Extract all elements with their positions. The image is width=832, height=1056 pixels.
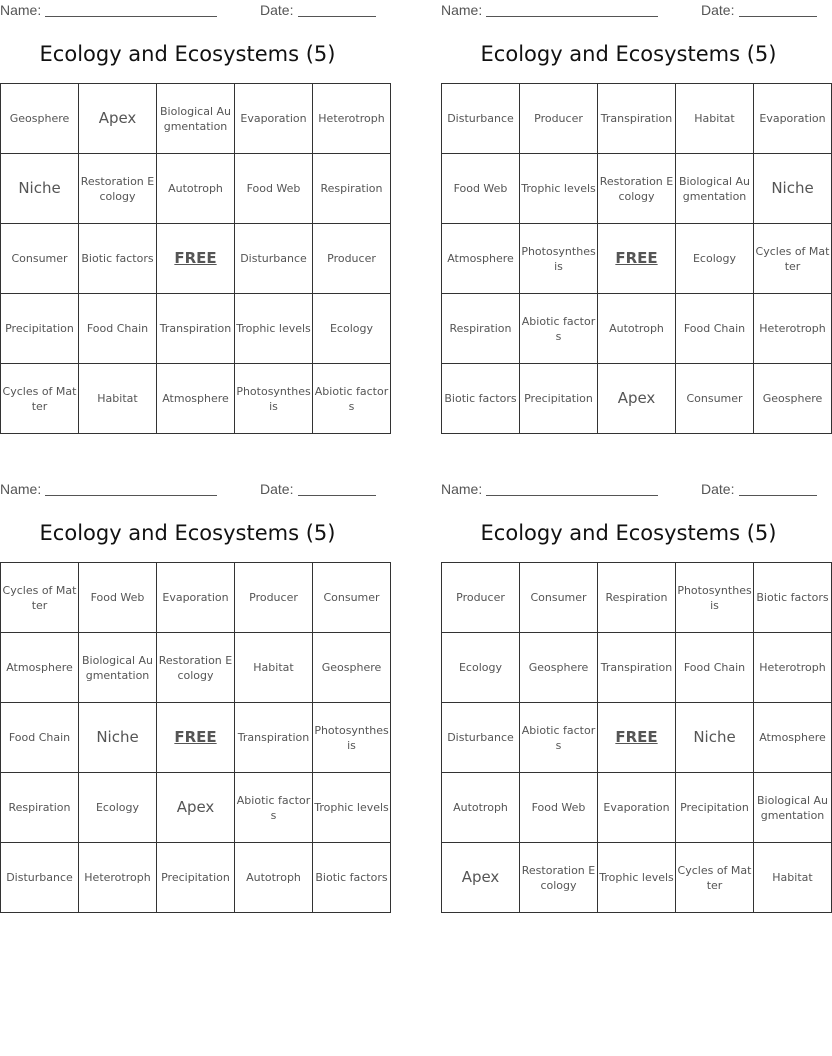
card-header	[441, 2, 816, 20]
bingo-cell: Niche	[1, 154, 79, 224]
grid-row	[1, 563, 391, 633]
bingo-cell: Food Web	[442, 154, 520, 224]
bingo-cell: Consumer	[520, 563, 598, 633]
bingo-cell: Atmosphere	[157, 364, 235, 434]
bingo-cell: Transpiration	[157, 294, 235, 364]
bingo-cell: Food Chain	[1, 703, 79, 773]
date-line	[739, 495, 817, 496]
grid-row	[442, 294, 832, 364]
date-line	[298, 495, 376, 496]
bingo-cell: Heterotroph	[313, 84, 391, 154]
date-label: Date:	[701, 2, 735, 18]
bingo-cell: Precipitation	[157, 843, 235, 913]
bingo-cell: Abiotic factors	[520, 294, 598, 364]
bingo-card	[0, 479, 389, 919]
bingo-cell: Food Chain	[676, 633, 754, 703]
bingo-cell: Biotic factors	[313, 843, 391, 913]
bingo-cell: Cycles of Matter	[754, 224, 832, 294]
bingo-cell: Abiotic factors	[235, 773, 313, 843]
bingo-cell: Abiotic factors	[313, 364, 391, 434]
bingo-cell: Trophic levels	[313, 773, 391, 843]
bingo-cell: Photosynthesis	[676, 563, 754, 633]
name-line	[45, 16, 217, 17]
bingo-cell: Ecology	[442, 633, 520, 703]
grid-row	[442, 633, 832, 703]
grid-row	[1, 364, 391, 434]
date-label: Date:	[701, 481, 735, 497]
bingo-cell: Precipitation	[520, 364, 598, 434]
free-space: FREE	[598, 224, 676, 294]
grid-row	[442, 84, 832, 154]
grid-row	[442, 773, 832, 843]
bingo-cell: Trophic levels	[520, 154, 598, 224]
name-label: Name:	[0, 481, 42, 497]
bingo-cell: Producer	[520, 84, 598, 154]
grid-row	[1, 703, 391, 773]
bingo-cell: Cycles of Matter	[676, 843, 754, 913]
bingo-cell: Restoration Ecology	[157, 633, 235, 703]
bingo-cell: Geosphere	[754, 364, 832, 434]
bingo-cell: Food Web	[520, 773, 598, 843]
name-line	[486, 495, 658, 496]
bingo-cell: Apex	[598, 364, 676, 434]
grid-row	[442, 703, 832, 773]
bingo-cell: Apex	[157, 773, 235, 843]
bingo-cell: Respiration	[313, 154, 391, 224]
name-label: Name:	[441, 2, 483, 18]
bingo-cell: Photosynthesis	[313, 703, 391, 773]
bingo-cell: Restoration Ecology	[598, 154, 676, 224]
bingo-cell: Photosynthesis	[520, 224, 598, 294]
bingo-cell: Evaporation	[754, 84, 832, 154]
bingo-cell: Respiration	[442, 294, 520, 364]
bingo-cell: Niche	[79, 703, 157, 773]
free-space: FREE	[598, 703, 676, 773]
bingo-cell: Geosphere	[520, 633, 598, 703]
date-line	[739, 16, 817, 17]
bingo-cell: Trophic levels	[235, 294, 313, 364]
free-space: FREE	[157, 224, 235, 294]
bingo-cell: Precipitation	[1, 294, 79, 364]
bingo-cell: Producer	[235, 563, 313, 633]
bingo-cell: Respiration	[598, 563, 676, 633]
bingo-cell: Autotroph	[157, 154, 235, 224]
bingo-cell: Ecology	[676, 224, 754, 294]
name-label: Name:	[441, 481, 483, 497]
bingo-cell: Biological Augmentation	[754, 773, 832, 843]
bingo-cell: Autotroph	[442, 773, 520, 843]
bingo-cell: Cycles of Matter	[1, 563, 79, 633]
grid-row	[442, 843, 832, 913]
bingo-cell: Atmosphere	[754, 703, 832, 773]
bingo-cell: Atmosphere	[1, 633, 79, 703]
card-title: Ecology and Ecosystems (5)	[480, 42, 777, 66]
bingo-cell: Autotroph	[235, 843, 313, 913]
name-line	[486, 16, 658, 17]
bingo-cell: Precipitation	[676, 773, 754, 843]
bingo-cell: Restoration Ecology	[79, 154, 157, 224]
bingo-cell: Consumer	[676, 364, 754, 434]
bingo-card	[441, 479, 829, 919]
bingo-cell: Food Chain	[676, 294, 754, 364]
bingo-cell: Respiration	[1, 773, 79, 843]
grid-row	[442, 224, 832, 294]
bingo-cell: Niche	[676, 703, 754, 773]
bingo-cell: Heterotroph	[754, 294, 832, 364]
grid-row	[442, 364, 832, 434]
bingo-cell: Atmosphere	[442, 224, 520, 294]
bingo-cell: Abiotic factors	[520, 703, 598, 773]
card-title: Ecology and Ecosystems (5)	[39, 42, 336, 66]
grid-row	[1, 843, 391, 913]
grid-row	[1, 294, 391, 364]
bingo-cell: Consumer	[313, 563, 391, 633]
bingo-card	[0, 0, 389, 440]
bingo-cell: Autotroph	[598, 294, 676, 364]
grid-row	[442, 154, 832, 224]
bingo-cell: Heterotroph	[79, 843, 157, 913]
bingo-cell: Niche	[754, 154, 832, 224]
bingo-cell: Trophic levels	[598, 843, 676, 913]
bingo-cell: Transpiration	[598, 633, 676, 703]
bingo-cell: Biotic factors	[79, 224, 157, 294]
grid-row	[1, 224, 391, 294]
bingo-cell: Disturbance	[235, 224, 313, 294]
bingo-cell: Biological Augmentation	[157, 84, 235, 154]
bingo-cell: Evaporation	[598, 773, 676, 843]
bingo-cell: Geosphere	[1, 84, 79, 154]
card-title: Ecology and Ecosystems (5)	[39, 521, 336, 545]
grid-row	[442, 563, 832, 633]
bingo-cell: Disturbance	[442, 703, 520, 773]
bingo-cell: Ecology	[313, 294, 391, 364]
bingo-cell: Consumer	[1, 224, 79, 294]
bingo-cell: Apex	[79, 84, 157, 154]
bingo-cell: Habitat	[235, 633, 313, 703]
date-line	[298, 16, 376, 17]
bingo-cell: Geosphere	[313, 633, 391, 703]
bingo-cell: Disturbance	[442, 84, 520, 154]
card-title: Ecology and Ecosystems (5)	[480, 521, 777, 545]
free-space: FREE	[157, 703, 235, 773]
bingo-cell: Habitat	[754, 843, 832, 913]
card-header	[0, 481, 375, 499]
bingo-grid	[0, 83, 391, 434]
bingo-cell: Cycles of Matter	[1, 364, 79, 434]
bingo-cell: Food Web	[235, 154, 313, 224]
bingo-cell: Transpiration	[235, 703, 313, 773]
bingo-cell: Biological Augmentation	[676, 154, 754, 224]
bingo-cell: Evaporation	[157, 563, 235, 633]
bingo-cell: Disturbance	[1, 843, 79, 913]
card-header	[0, 2, 375, 20]
bingo-cell: Restoration Ecology	[520, 843, 598, 913]
bingo-cell: Apex	[442, 843, 520, 913]
bingo-card	[441, 0, 830, 440]
bingo-cell: Transpiration	[598, 84, 676, 154]
date-label: Date:	[260, 481, 294, 497]
bingo-cell: Ecology	[79, 773, 157, 843]
bingo-cell: Heterotroph	[754, 633, 832, 703]
bingo-grid	[0, 562, 391, 913]
date-label: Date:	[260, 2, 294, 18]
bingo-cell: Habitat	[79, 364, 157, 434]
bingo-cell: Producer	[313, 224, 391, 294]
bingo-cell: Evaporation	[235, 84, 313, 154]
card-header	[441, 481, 816, 499]
grid-row	[1, 773, 391, 843]
bingo-cell: Biotic factors	[442, 364, 520, 434]
grid-row	[1, 84, 391, 154]
bingo-cell: Producer	[442, 563, 520, 633]
bingo-cell: Photosynthesis	[235, 364, 313, 434]
name-line	[45, 495, 217, 496]
bingo-cell: Biotic factors	[754, 563, 832, 633]
bingo-cell: Food Chain	[79, 294, 157, 364]
bingo-cell: Biological Augmentation	[79, 633, 157, 703]
grid-row	[1, 633, 391, 703]
name-label: Name:	[0, 2, 42, 18]
bingo-grid	[441, 83, 832, 434]
bingo-grid	[441, 562, 832, 913]
bingo-cell: Food Web	[79, 563, 157, 633]
grid-row	[1, 154, 391, 224]
bingo-cell: Habitat	[676, 84, 754, 154]
